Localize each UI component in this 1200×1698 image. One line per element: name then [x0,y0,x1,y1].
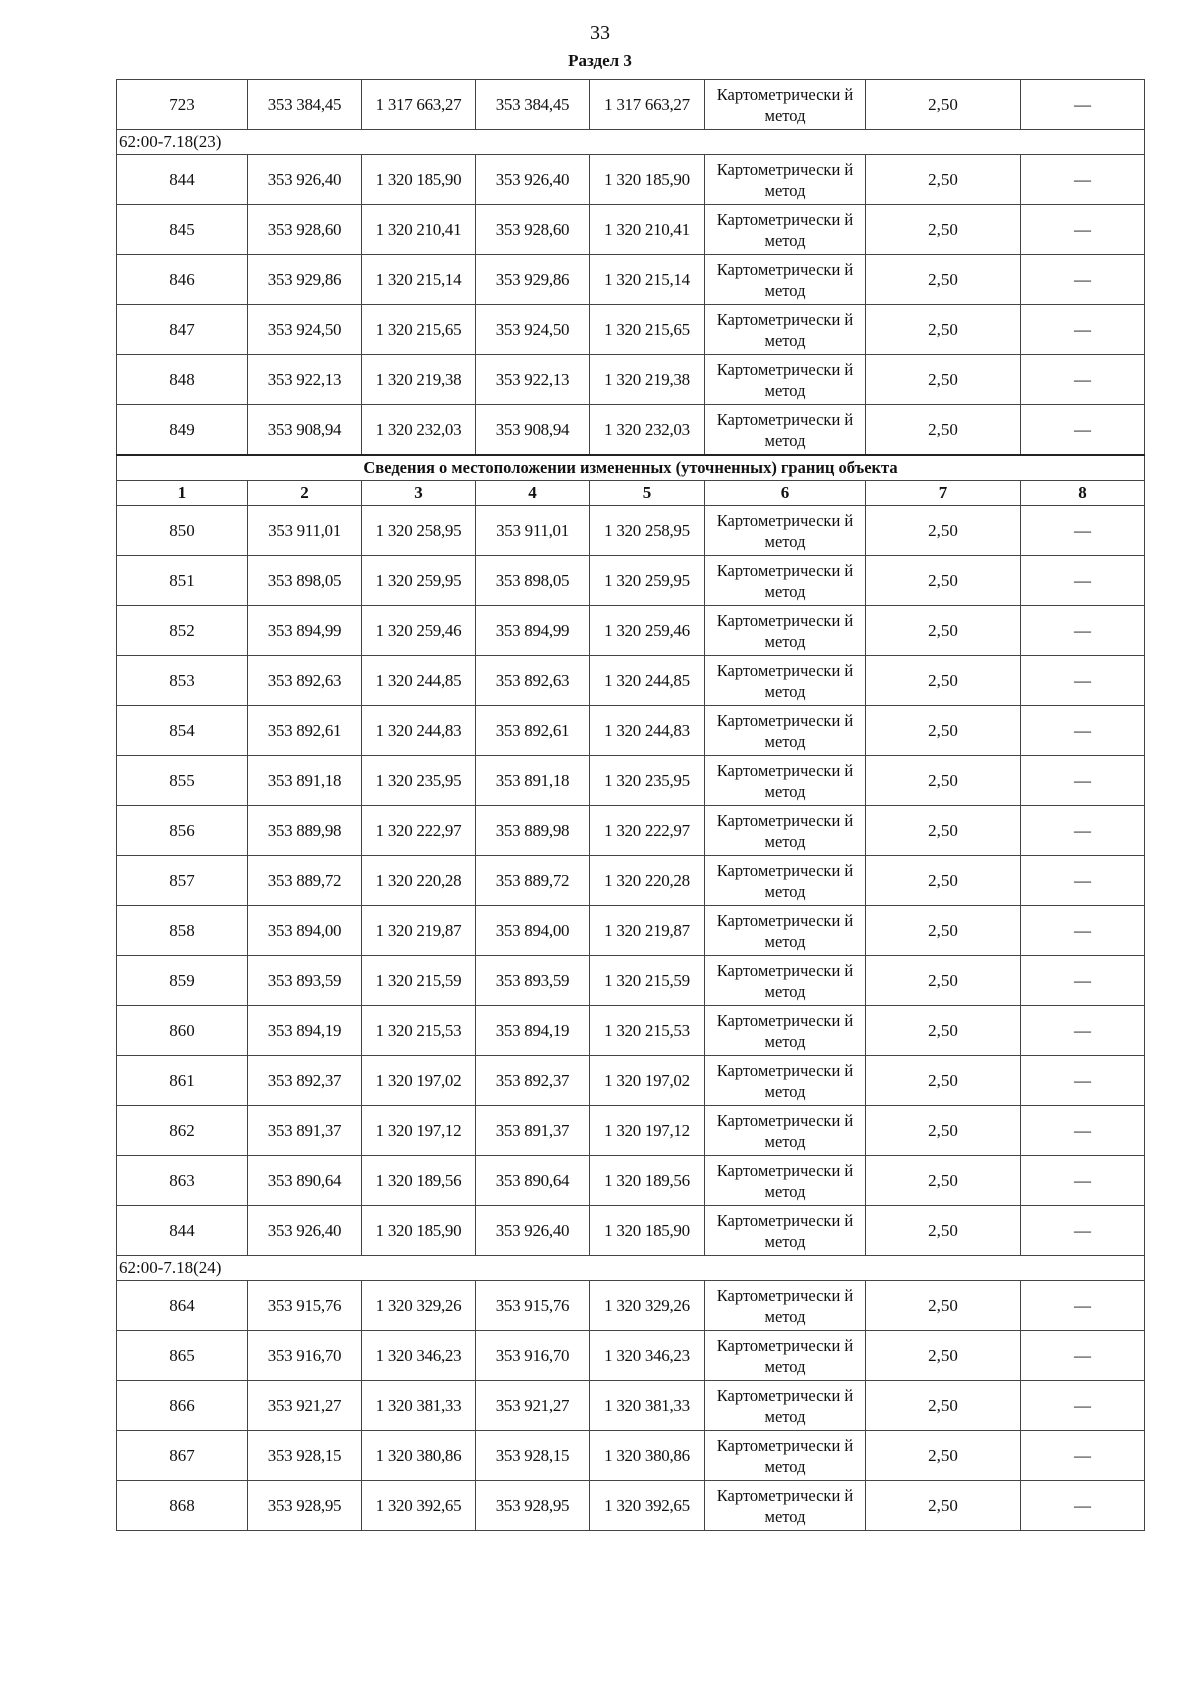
cell-point-number: 860 [117,1006,248,1056]
cell-y-new: 1 320 197,12 [590,1106,705,1156]
cell-x-new: 353 922,13 [476,355,590,405]
cell-y-old: 1 320 215,65 [362,305,476,355]
cell-description: — [1021,355,1145,405]
cell-x-new: 353 892,37 [476,1056,590,1106]
cell-x-old: 353 890,64 [248,1156,362,1206]
cell-y-old: 1 320 346,23 [362,1331,476,1381]
cell-y-new: 1 320 185,90 [590,155,705,205]
table-row [117,255,1145,305]
cell-x-old: 353 894,19 [248,1006,362,1056]
cell-description: — [1021,1381,1145,1431]
cell-y-new: 1 317 663,27 [590,80,705,130]
table-row [117,1156,1145,1206]
cell-x-old: 353 916,70 [248,1331,362,1381]
cell-y-new: 1 320 392,65 [590,1481,705,1531]
cell-method: Картометрически й метод [705,1056,866,1106]
column-number-header: 1 [117,481,248,506]
table-row [117,656,1145,706]
table-row [117,80,1145,130]
cell-y-old: 1 320 380,86 [362,1431,476,1481]
cell-accuracy: 2,50 [866,155,1021,205]
table-row [117,856,1145,906]
table-row [117,155,1145,205]
cell-description: — [1021,806,1145,856]
cell-x-old: 353 928,60 [248,205,362,255]
cell-y-new: 1 320 259,46 [590,606,705,656]
cell-y-old: 1 320 232,03 [362,405,476,456]
column-number-header: 5 [590,481,705,506]
cell-y-old: 1 317 663,27 [362,80,476,130]
cell-y-new: 1 320 222,97 [590,806,705,856]
cell-x-new: 353 890,64 [476,1156,590,1206]
cell-y-old: 1 320 210,41 [362,205,476,255]
cell-x-old: 353 926,40 [248,155,362,205]
cell-x-old: 353 928,15 [248,1431,362,1481]
cell-point-number: 846 [117,255,248,305]
object-id-label: 62:00-7.18(23) [117,130,1145,155]
cell-y-new: 1 320 235,95 [590,756,705,806]
cell-point-number: 845 [117,205,248,255]
cell-x-old: 353 384,45 [248,80,362,130]
cell-y-new: 1 320 258,95 [590,506,705,556]
cell-method: Картометрически й метод [705,706,866,756]
cell-description: — [1021,305,1145,355]
cell-point-number: 723 [117,80,248,130]
cell-description: — [1021,80,1145,130]
cell-x-old: 353 891,37 [248,1106,362,1156]
cell-y-new: 1 320 189,56 [590,1156,705,1206]
cell-y-old: 1 320 189,56 [362,1156,476,1206]
table-row [117,1206,1145,1256]
coordinates-table [116,79,1145,1531]
cell-accuracy: 2,50 [866,1006,1021,1056]
cell-accuracy: 2,50 [866,1156,1021,1206]
cell-x-new: 353 911,01 [476,506,590,556]
cell-accuracy: 2,50 [866,255,1021,305]
cell-accuracy: 2,50 [866,1381,1021,1431]
cell-description: — [1021,1281,1145,1331]
cell-accuracy: 2,50 [866,305,1021,355]
cell-x-new: 353 893,59 [476,956,590,1006]
cell-accuracy: 2,50 [866,205,1021,255]
cell-method: Картометрически й метод [705,405,866,456]
cell-accuracy: 2,50 [866,706,1021,756]
cell-description: — [1021,1106,1145,1156]
cell-accuracy: 2,50 [866,906,1021,956]
table-row [117,1056,1145,1106]
cell-method: Картометрически й метод [705,205,866,255]
cell-y-new: 1 320 346,23 [590,1331,705,1381]
table-body [117,80,1145,1531]
cell-accuracy: 2,50 [866,80,1021,130]
cell-y-new: 1 320 197,02 [590,1056,705,1106]
cell-x-new: 353 892,63 [476,656,590,706]
cell-y-old: 1 320 185,90 [362,1206,476,1256]
cell-accuracy: 2,50 [866,1481,1021,1531]
column-number-header: 7 [866,481,1021,506]
cell-x-old: 353 892,63 [248,656,362,706]
cell-x-old: 353 911,01 [248,506,362,556]
cell-point-number: 848 [117,355,248,405]
cell-y-new: 1 320 219,38 [590,355,705,405]
table-row [117,806,1145,856]
cell-y-new: 1 320 215,65 [590,305,705,355]
cell-y-new: 1 320 210,41 [590,205,705,255]
cell-x-old: 353 921,27 [248,1381,362,1431]
cell-method: Картометрически й метод [705,806,866,856]
cell-accuracy: 2,50 [866,556,1021,606]
cell-method: Картометрически й метод [705,1106,866,1156]
cell-point-number: 851 [117,556,248,606]
cell-description: — [1021,1156,1145,1206]
cell-x-old: 353 893,59 [248,956,362,1006]
cell-y-new: 1 320 244,83 [590,706,705,756]
cell-accuracy: 2,50 [866,506,1021,556]
table-row [117,606,1145,656]
table-row [117,1381,1145,1431]
cell-x-old: 353 892,61 [248,706,362,756]
cell-x-old: 353 889,98 [248,806,362,856]
table-row [117,756,1145,806]
cell-method: Картометрически й метод [705,606,866,656]
cell-point-number: 853 [117,656,248,706]
cell-accuracy: 2,50 [866,756,1021,806]
cell-accuracy: 2,50 [866,606,1021,656]
cell-y-new: 1 320 244,85 [590,656,705,706]
section-heading-row [117,455,1145,481]
cell-description: — [1021,1481,1145,1531]
cell-x-new: 353 908,94 [476,405,590,456]
cell-x-old: 353 908,94 [248,405,362,456]
table-row [117,405,1145,456]
cell-accuracy: 2,50 [866,1206,1021,1256]
cell-method: Картометрически й метод [705,155,866,205]
cell-method: Картометрически й метод [705,856,866,906]
table-row [117,1106,1145,1156]
cell-description: — [1021,1056,1145,1106]
cell-description: — [1021,756,1145,806]
object-id-label: 62:00-7.18(24) [117,1256,1145,1281]
table-row [117,1431,1145,1481]
cell-x-new: 353 915,76 [476,1281,590,1331]
cell-y-old: 1 320 222,97 [362,806,476,856]
cell-x-old: 353 924,50 [248,305,362,355]
cell-x-old: 353 894,00 [248,906,362,956]
cell-y-old: 1 320 215,14 [362,255,476,305]
object-id-row [117,1256,1145,1281]
column-number-row [117,481,1145,506]
cell-method: Картометрически й метод [705,506,866,556]
table-row [117,205,1145,255]
table-row [117,305,1145,355]
cell-method: Картометрически й метод [705,355,866,405]
cell-y-new: 1 320 219,87 [590,906,705,956]
cell-x-new: 353 384,45 [476,80,590,130]
cell-x-old: 353 915,76 [248,1281,362,1331]
column-number-header: 2 [248,481,362,506]
cell-point-number: 844 [117,1206,248,1256]
cell-accuracy: 2,50 [866,656,1021,706]
cell-method: Картометрически й метод [705,1206,866,1256]
cell-method: Картометрически й метод [705,756,866,806]
cell-description: — [1021,1331,1145,1381]
cell-x-old: 353 929,86 [248,255,362,305]
cell-x-new: 353 898,05 [476,556,590,606]
cell-accuracy: 2,50 [866,405,1021,456]
cell-point-number: 864 [117,1281,248,1331]
table-row [117,506,1145,556]
cell-x-old: 353 928,95 [248,1481,362,1531]
cell-accuracy: 2,50 [866,806,1021,856]
page-number: 33 [590,22,610,44]
cell-y-old: 1 320 329,26 [362,1281,476,1331]
table-row [117,706,1145,756]
cell-y-old: 1 320 219,38 [362,355,476,405]
cell-point-number: 859 [117,956,248,1006]
cell-x-new: 353 894,99 [476,606,590,656]
cell-method: Картометрически й метод [705,1481,866,1531]
cell-description: — [1021,255,1145,305]
section-heading: Сведения о местоположении измененных (уточненных) границ объекта [117,455,1145,481]
cell-x-new: 353 889,98 [476,806,590,856]
cell-description: — [1021,405,1145,456]
cell-point-number: 856 [117,806,248,856]
cell-y-old: 1 320 219,87 [362,906,476,956]
cell-accuracy: 2,50 [866,1056,1021,1106]
column-number-header: 6 [705,481,866,506]
object-id-row [117,130,1145,155]
cell-y-old: 1 320 235,95 [362,756,476,806]
cell-method: Картометрически й метод [705,906,866,956]
cell-description: — [1021,656,1145,706]
cell-point-number: 849 [117,405,248,456]
cell-x-new: 353 926,40 [476,1206,590,1256]
cell-accuracy: 2,50 [866,355,1021,405]
cell-point-number: 865 [117,1331,248,1381]
cell-point-number: 854 [117,706,248,756]
cell-method: Картометрически й метод [705,80,866,130]
cell-x-new: 353 928,15 [476,1431,590,1481]
cell-y-old: 1 320 197,12 [362,1106,476,1156]
cell-x-old: 353 926,40 [248,1206,362,1256]
cell-accuracy: 2,50 [866,856,1021,906]
cell-y-old: 1 320 220,28 [362,856,476,906]
cell-description: — [1021,856,1145,906]
cell-point-number: 855 [117,756,248,806]
cell-point-number: 862 [117,1106,248,1156]
cell-y-old: 1 320 197,02 [362,1056,476,1106]
cell-x-new: 353 894,00 [476,906,590,956]
cell-point-number: 857 [117,856,248,906]
table-row [117,1281,1145,1331]
cell-y-new: 1 320 220,28 [590,856,705,906]
cell-description: — [1021,155,1145,205]
cell-point-number: 867 [117,1431,248,1481]
cell-y-old: 1 320 215,53 [362,1006,476,1056]
cell-accuracy: 2,50 [866,1431,1021,1481]
cell-x-old: 353 898,05 [248,556,362,606]
cell-method: Картометрически й метод [705,1381,866,1431]
cell-accuracy: 2,50 [866,1331,1021,1381]
cell-point-number: 852 [117,606,248,656]
cell-method: Картометрически й метод [705,1331,866,1381]
cell-x-new: 353 929,86 [476,255,590,305]
cell-y-new: 1 320 215,53 [590,1006,705,1056]
table-row [117,1331,1145,1381]
cell-y-old: 1 320 392,65 [362,1481,476,1531]
cell-y-new: 1 320 380,86 [590,1431,705,1481]
cell-y-new: 1 320 232,03 [590,405,705,456]
column-number-header: 3 [362,481,476,506]
cell-x-old: 353 922,13 [248,355,362,405]
cell-method: Картометрически й метод [705,1006,866,1056]
cell-method: Картометрически й метод [705,255,866,305]
cell-description: — [1021,1006,1145,1056]
cell-y-new: 1 320 215,14 [590,255,705,305]
cell-x-new: 353 916,70 [476,1331,590,1381]
cell-method: Картометрически й метод [705,1156,866,1206]
cell-method: Картометрически й метод [705,1281,866,1331]
cell-method: Картометрически й метод [705,656,866,706]
cell-x-old: 353 891,18 [248,756,362,806]
cell-y-old: 1 320 244,85 [362,656,476,706]
table-row [117,556,1145,606]
cell-y-new: 1 320 329,26 [590,1281,705,1331]
cell-description: — [1021,1206,1145,1256]
coordinates-table-container [116,79,1144,1531]
cell-description: — [1021,205,1145,255]
cell-x-new: 353 889,72 [476,856,590,906]
cell-y-new: 1 320 215,59 [590,956,705,1006]
cell-description: — [1021,1431,1145,1481]
table-row [117,906,1145,956]
cell-y-old: 1 320 185,90 [362,155,476,205]
cell-x-new: 353 891,37 [476,1106,590,1156]
column-number-header: 8 [1021,481,1145,506]
cell-method: Картометрически й метод [705,556,866,606]
table-row [117,956,1145,1006]
cell-description: — [1021,606,1145,656]
cell-point-number: 844 [117,155,248,205]
cell-x-new: 353 924,50 [476,305,590,355]
cell-x-new: 353 926,40 [476,155,590,205]
cell-x-new: 353 892,61 [476,706,590,756]
cell-y-old: 1 320 258,95 [362,506,476,556]
cell-x-new: 353 921,27 [476,1381,590,1431]
cell-method: Картометрически й метод [705,956,866,1006]
table-row [117,1481,1145,1531]
cell-method: Картометрически й метод [705,305,866,355]
cell-description: — [1021,706,1145,756]
cell-y-new: 1 320 381,33 [590,1381,705,1431]
cell-point-number: 858 [117,906,248,956]
cell-x-new: 353 928,60 [476,205,590,255]
cell-point-number: 861 [117,1056,248,1106]
cell-x-old: 353 892,37 [248,1056,362,1106]
table-row [117,1006,1145,1056]
cell-description: — [1021,906,1145,956]
cell-description: — [1021,506,1145,556]
cell-y-old: 1 320 215,59 [362,956,476,1006]
cell-point-number: 850 [117,506,248,556]
cell-y-old: 1 320 244,83 [362,706,476,756]
table-row [117,355,1145,405]
cell-x-new: 353 891,18 [476,756,590,806]
column-number-header: 4 [476,481,590,506]
cell-x-new: 353 894,19 [476,1006,590,1056]
cell-description: — [1021,556,1145,606]
cell-y-old: 1 320 381,33 [362,1381,476,1431]
cell-point-number: 868 [117,1481,248,1531]
cell-accuracy: 2,50 [866,1106,1021,1156]
cell-description: — [1021,956,1145,1006]
cell-y-old: 1 320 259,95 [362,556,476,606]
cell-y-old: 1 320 259,46 [362,606,476,656]
cell-point-number: 863 [117,1156,248,1206]
cell-y-new: 1 320 259,95 [590,556,705,606]
cell-point-number: 847 [117,305,248,355]
cell-y-new: 1 320 185,90 [590,1206,705,1256]
section-title: Раздел 3 [568,51,632,70]
cell-x-old: 353 889,72 [248,856,362,906]
cell-x-old: 353 894,99 [248,606,362,656]
cell-point-number: 866 [117,1381,248,1431]
cell-x-new: 353 928,95 [476,1481,590,1531]
cell-accuracy: 2,50 [866,1281,1021,1331]
cell-method: Картометрически й метод [705,1431,866,1481]
cell-accuracy: 2,50 [866,956,1021,1006]
